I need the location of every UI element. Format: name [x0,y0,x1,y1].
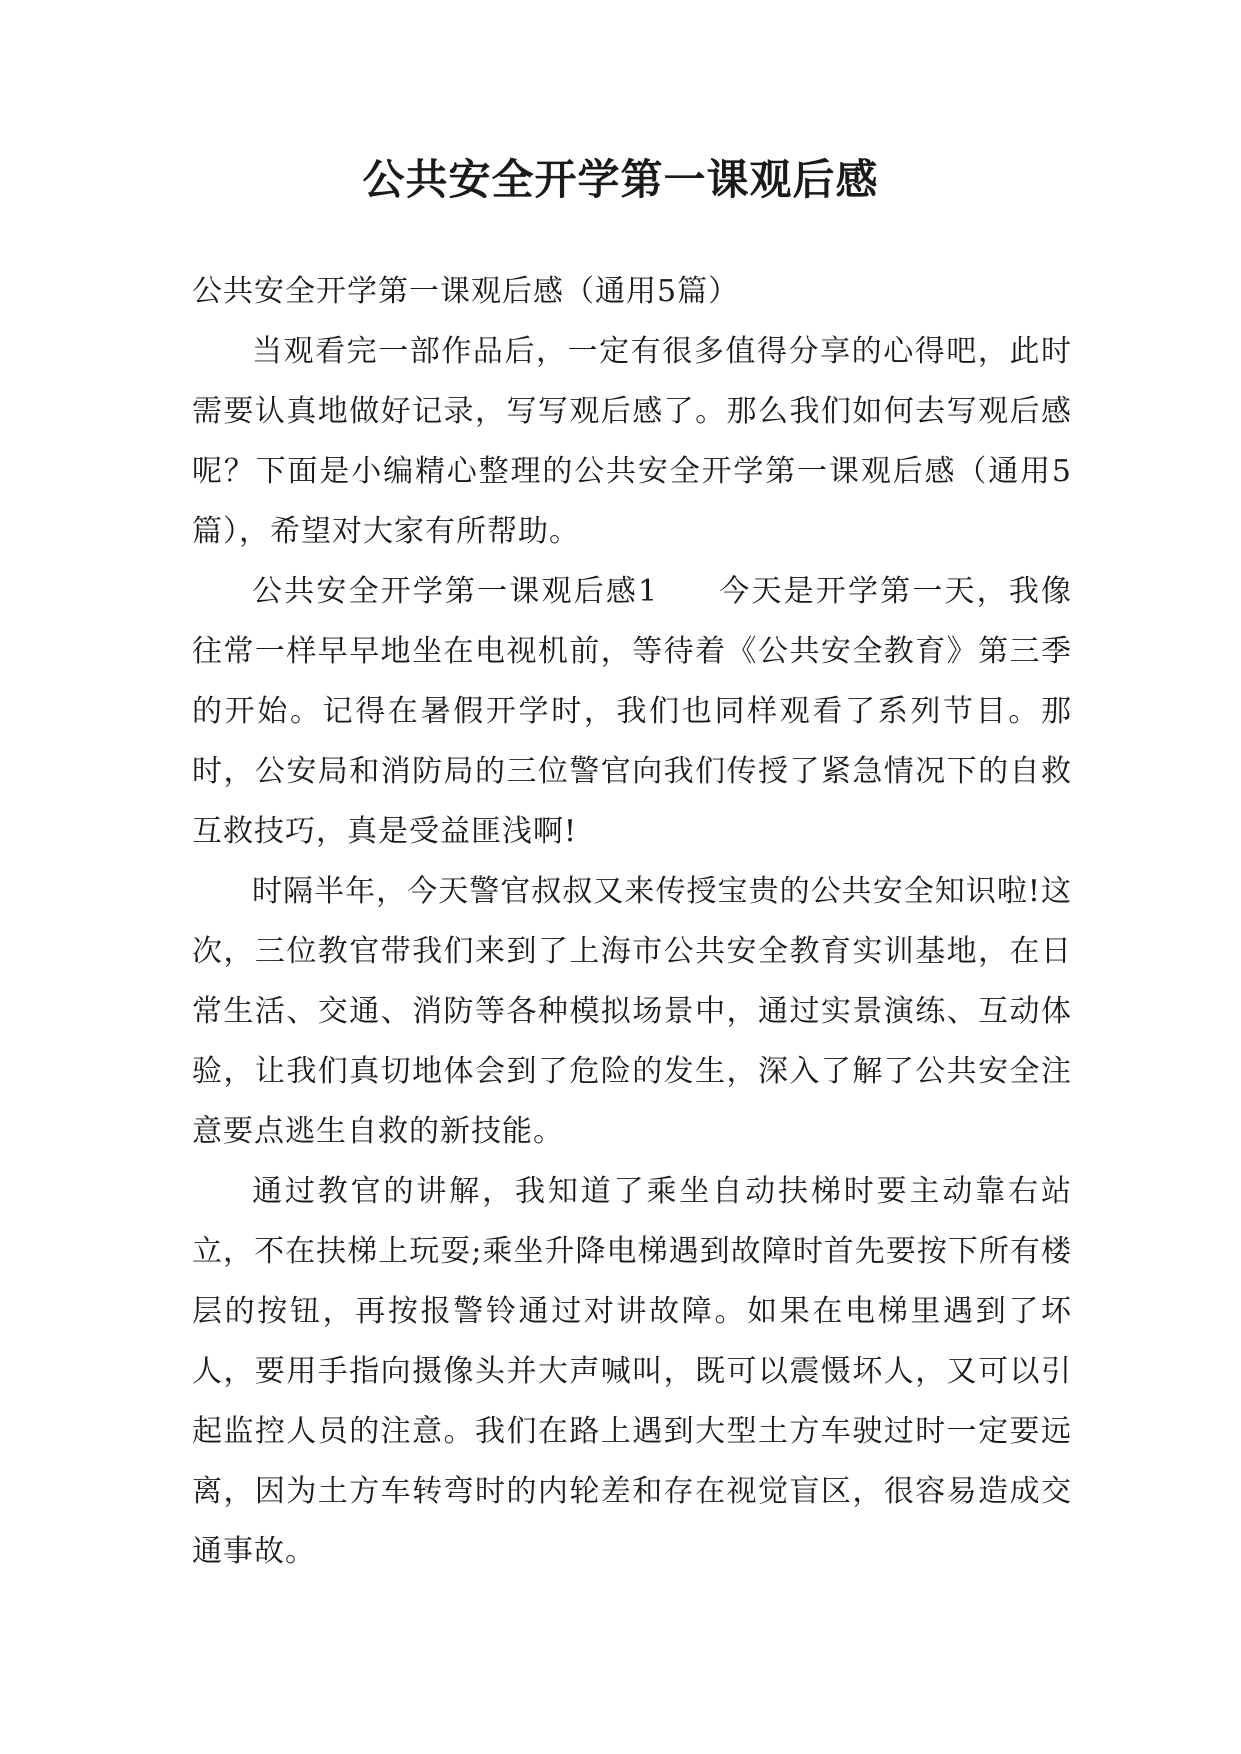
document-title: 公共安全开学第一课观后感 [362,155,879,204]
document-body [192,262,1072,1582]
section-1-paragraph [192,562,1072,862]
document-subtitle: 公共安全开学第一课观后感（通用5篇） [192,274,740,309]
paragraph-2: 时隔半年，今天警官叔叔又来传授宝贵的公共安全知识啦!这次，三位教官带我们来到了上海市公共安全教育实训基地，在日常生活、交通、消防等各种模拟场景中，通过实景演练、互动体验，让我们真切地体会到了危险的发生，深入了解了公共安全注意要点逃生自救的新技能。 [192,874,1072,1149]
section-heading: 公共安全开学第一课观后感1 [252,574,659,609]
intro-paragraph: 当观看完一部作品后，一定有很多值得分享的心得吧，此时需要认真地做好记录，写写观后感了。那么我们如何去写观后感呢？下面是小编精心整理的公共安全开学第一课观后感（通用5篇），希望对大家有所帮助。 [192,334,1072,549]
paragraph-3: 通过教官的讲解，我知道了乘坐自动扶梯时要主动靠右站立，不在扶梯上玩耍;乘坐升降电梯遇到故障时首先要按下所有楼层的按钮，再按报警铃通过对讲故障。如果在电梯里遇到了坏人，要用手指向摄像头并大声喊叫，既可以震慑坏人，又可以引起监控人员的注意。我们在路上遇到大型土方车驶过时一定要远离，因为土方车转弯时的内轮差和存在视觉盲区，很容易造成交通事故。 [192,1174,1072,1569]
section-first-text: 今天是开学第一天，我像往常一样早早地坐在电视机前，等待着《公共安全教育》第三季的开始。记得在暑假开学时，我们也同样观看了系列节目。那时，公安局和消防局的三位警官向我们传授了紧急情况下的自救互救技巧，真是受益匪浅啊! [192,574,1072,849]
